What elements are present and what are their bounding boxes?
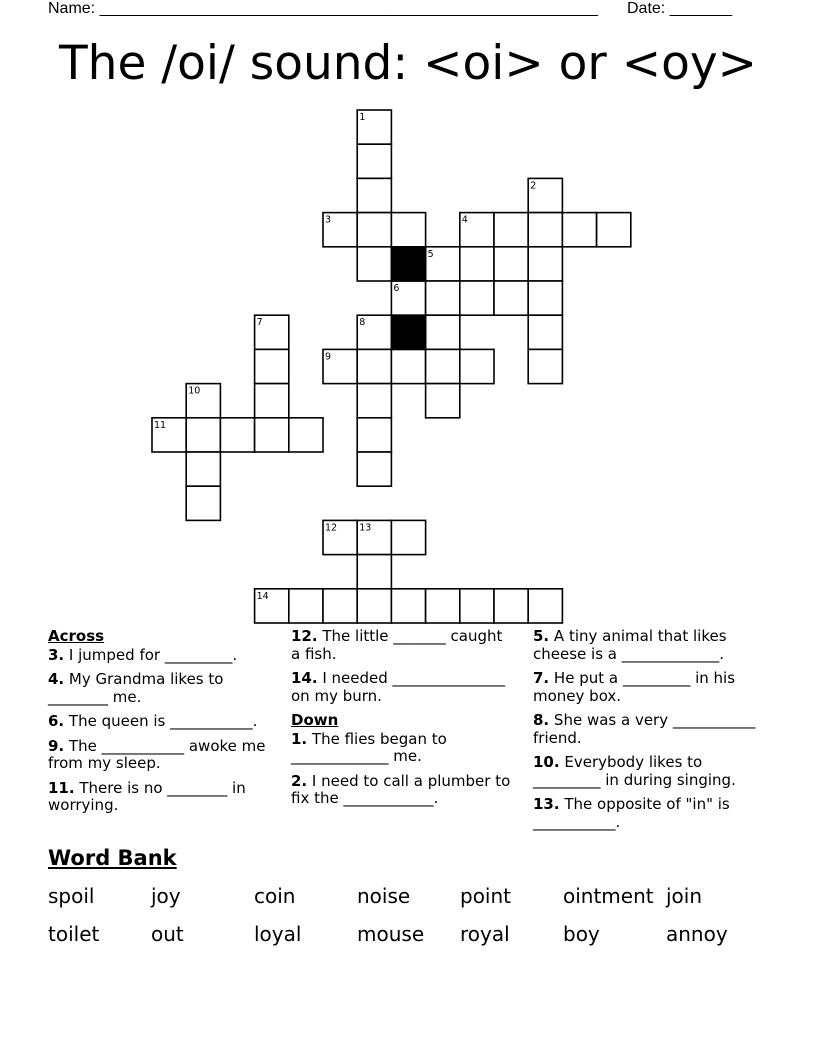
crossword-cell[interactable] [255, 384, 289, 418]
clue-across-11 [48, 780, 270, 815]
crossword-cell[interactable] [494, 213, 528, 247]
crossword-cell[interactable] [255, 589, 289, 623]
crossword-block [391, 315, 425, 349]
clue-text: The little _______ caught a fish. [291, 627, 503, 663]
crossword-cell[interactable] [323, 349, 357, 383]
crossword-cell[interactable] [562, 213, 596, 247]
clue-number: 10. [533, 753, 560, 771]
crossword-cell[interactable] [357, 349, 391, 383]
clue-across-4 [48, 671, 270, 706]
clues-column-3 [533, 628, 761, 838]
crossword-cell[interactable] [289, 418, 323, 452]
word-bank-item: point [460, 884, 512, 908]
clue-down-13 [533, 796, 761, 831]
crossword-cell[interactable] [597, 213, 631, 247]
clue-down-5 [533, 628, 761, 663]
crossword-cell[interactable] [391, 589, 425, 623]
clue-across-12 [291, 628, 511, 663]
word-bank-item: toilet [48, 922, 100, 946]
crossword-cell[interactable] [391, 349, 425, 383]
clue-number-label: 9 [325, 351, 332, 363]
clue-number-label: 3 [325, 214, 332, 226]
crossword-cell[interactable] [494, 281, 528, 315]
clue-text: There is no ________ in worrying. [48, 778, 246, 814]
clue-number-label: 13 [359, 522, 372, 534]
crossword-cell[interactable] [357, 213, 391, 247]
crossword-cell[interactable] [357, 555, 391, 589]
crossword-cell[interactable] [255, 349, 289, 383]
crossword-cell[interactable] [255, 418, 289, 452]
crossword-cell[interactable] [357, 247, 391, 281]
word-bank-item: spoil [48, 884, 95, 908]
clue-number: 6. [48, 712, 65, 730]
clue-text: She was a very ___________ friend. [533, 711, 756, 747]
date-field-label: Date: _______ [627, 0, 732, 17]
clue-across-14 [291, 670, 511, 705]
word-bank-item: join [666, 884, 703, 908]
crossword-cell[interactable] [426, 281, 460, 315]
crossword-cell[interactable] [357, 178, 391, 212]
crossword-cell[interactable] [391, 213, 425, 247]
word-bank-item: coin [254, 884, 296, 908]
clue-number: 3. [48, 645, 65, 664]
clue-across-9 [48, 738, 270, 773]
clue-text: My Grandma likes to ________ me. [48, 670, 224, 706]
clue-text: The flies began to _____________ me. [291, 729, 447, 765]
clue-down-8 [533, 712, 761, 747]
word-bank-item: royal [460, 922, 510, 946]
crossword-cell[interactable] [357, 110, 391, 144]
clue-text: A tiny animal that likes cheese is a _____________. [533, 627, 727, 663]
crossword-cell[interactable] [528, 281, 562, 315]
crossword-cell[interactable] [460, 281, 494, 315]
crossword-cell[interactable] [391, 281, 425, 315]
clue-across-6 [48, 713, 270, 731]
clue-number-label: 8 [359, 317, 366, 329]
clue-number-label: 1 [359, 112, 366, 123]
crossword-cell[interactable] [323, 589, 357, 623]
crossword-cell[interactable] [426, 589, 460, 623]
down-heading: Down [291, 711, 339, 729]
clue-down-10 [533, 754, 761, 789]
word-bank-item: ointment [563, 884, 654, 908]
word-bank-item: noise [357, 884, 411, 908]
crossword-cell[interactable] [220, 418, 254, 452]
crossword-cell[interactable] [186, 486, 220, 520]
word-bank-title: Word Bank [48, 846, 177, 870]
crossword-cell[interactable] [528, 589, 562, 623]
clue-number-label: 10 [188, 385, 201, 397]
crossword-cell[interactable] [494, 247, 528, 281]
crossword-cell[interactable] [460, 589, 494, 623]
clue-number-label: 12 [325, 522, 338, 534]
crossword-cell[interactable] [357, 520, 391, 554]
clue-number-label: 6 [393, 283, 400, 294]
crossword-cell[interactable] [357, 315, 391, 349]
clue-down-7 [533, 670, 761, 705]
crossword-cell[interactable] [460, 213, 494, 247]
crossword-cell[interactable] [528, 315, 562, 349]
crossword-cell[interactable] [460, 349, 494, 383]
crossword-cell[interactable] [528, 213, 562, 247]
clue-number: 12. [291, 627, 318, 645]
crossword-cell[interactable] [426, 384, 460, 418]
clues-column-2 [291, 628, 511, 815]
crossword-cell[interactable] [528, 178, 562, 212]
clue-text: The ___________ awoke me from my sleep. [48, 736, 266, 772]
clue-number: 9. [48, 736, 65, 755]
clue-text: The opposite of "in" is ___________. [533, 795, 730, 831]
clue-text: I need to call a plumber to fix the ____________. [291, 771, 511, 807]
clue-number-label: 2 [530, 180, 537, 192]
clues-column-1 [48, 628, 270, 822]
clue-down-2 [291, 773, 511, 808]
crossword-cell[interactable] [289, 589, 323, 623]
name-field-label: Name: ________________________________________________________ [48, 0, 598, 17]
crossword-cell[interactable] [391, 520, 425, 554]
clue-across-3 [48, 647, 270, 665]
crossword-cell[interactable] [426, 247, 460, 281]
crossword-cell[interactable] [426, 315, 460, 349]
crossword-cell[interactable] [152, 418, 186, 452]
crossword-cell[interactable] [255, 315, 289, 349]
clue-number: 1. [291, 729, 308, 748]
crossword-cell[interactable] [494, 589, 528, 623]
clue-number-label: 5 [427, 248, 434, 260]
crossword-cell[interactable] [186, 452, 220, 486]
word-bank-item: boy [563, 922, 600, 946]
crossword-cell[interactable] [528, 349, 562, 383]
clue-number: 13. [533, 795, 560, 813]
clue-number-label: 11 [154, 419, 167, 431]
crossword-cell[interactable] [186, 384, 220, 418]
clue-number-label: 7 [256, 317, 263, 329]
crossword-cell[interactable] [323, 520, 357, 554]
clue-number: 8. [533, 711, 550, 729]
word-bank-item: annoy [666, 922, 728, 946]
clue-text: I needed _______________ on my burn. [291, 669, 506, 705]
word-bank-item: loyal [254, 922, 302, 946]
word-bank-item: out [151, 922, 184, 946]
clue-number-label: 14 [256, 590, 269, 602]
word-bank-item: mouse [357, 922, 425, 946]
crossword-cell[interactable] [357, 384, 391, 418]
clue-text: He put a _________ in his money box. [533, 669, 736, 705]
crossword-cell[interactable] [186, 418, 220, 452]
crossword-cell[interactable] [357, 589, 391, 623]
crossword-cell[interactable] [323, 213, 357, 247]
word-bank-item: joy [151, 884, 181, 908]
crossword-cell[interactable] [426, 349, 460, 383]
crossword-cell[interactable] [460, 247, 494, 281]
crossword-block [391, 247, 425, 281]
page-title: The /oi/ sound: <oi> or <oy> [58, 36, 758, 91]
clue-number: 5. [533, 627, 550, 645]
clue-number: 11. [48, 778, 75, 797]
clue-down-1 [291, 731, 511, 766]
crossword-cell[interactable] [357, 452, 391, 486]
clue-number: 14. [291, 669, 318, 687]
across-heading: Across [48, 627, 105, 645]
clue-text: I jumped for _________. [68, 645, 238, 664]
crossword-cell[interactable] [357, 418, 391, 452]
clue-text: The queen is ___________. [68, 712, 258, 730]
clue-number-label: 4 [461, 214, 468, 226]
clue-number: 2. [291, 771, 308, 790]
clue-number: 7. [533, 669, 550, 687]
crossword-cell[interactable] [357, 144, 391, 178]
clue-text: Everybody likes to _________ in during singing. [533, 753, 736, 789]
crossword-cell[interactable] [528, 247, 562, 281]
clue-number: 4. [48, 670, 65, 688]
